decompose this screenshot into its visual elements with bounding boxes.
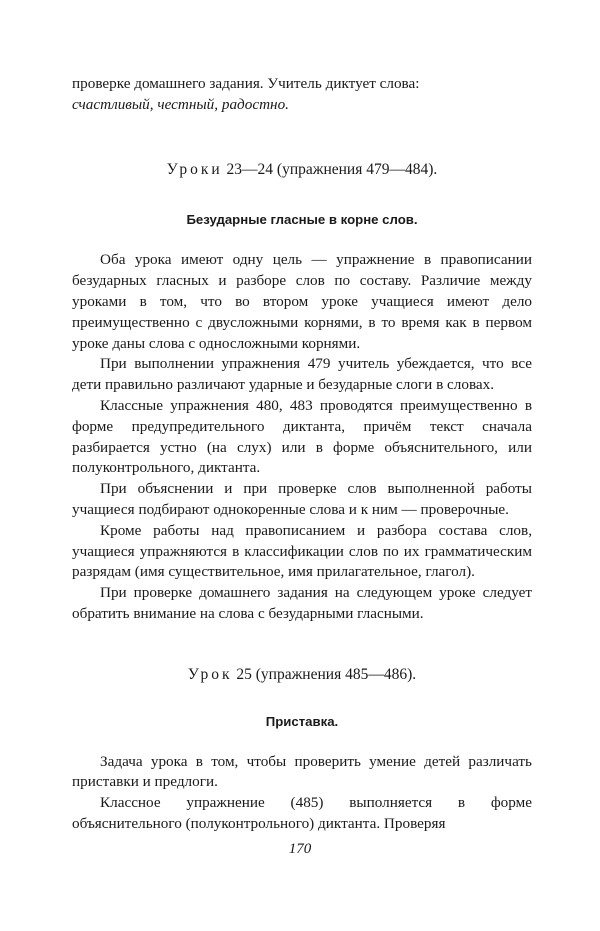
intro-line: проверке домашнего задания. Учитель диктует слова: xyxy=(72,75,420,92)
lesson-heading-word: Урок xyxy=(187,665,233,683)
paragraph: Задача урока в том, чтобы проверить умение детей различать приставки и предлоги. xyxy=(72,752,532,791)
paragraph: Классное упражнение (485) выполняется в форме объяснительного (полуконтрольного) диктанта. Проверяя xyxy=(72,794,532,832)
paragraph: При выполнении упражнения 479 учитель убеждается, что все дети правильно различают ударные и безударные слоги в словах. xyxy=(72,355,532,394)
lesson-heading-rest: 23—24 (упражнения 479—484). xyxy=(222,160,438,178)
lesson-heading-rest: 25 (упражнения 485—486). xyxy=(232,665,417,683)
paragraph: При объяснении и при проверке слов выполненной работы учащиеся подбирают однокоренные слова и к ним — проверочные. xyxy=(72,480,532,518)
paragraph: Классные упражнения 480, 483 проводятся преимущественно в форме предупредительного диктанта, причём текст сначала разбирается устно (на слух) или в форме объяснительного, или полуконтрольного, диктанта. xyxy=(72,396,532,477)
lesson-heading-25 xyxy=(72,665,532,686)
topic-heading-unstressed-vowels: Безударные гласные в корне слов. xyxy=(186,212,418,228)
lesson-heading-23-24 xyxy=(72,160,532,181)
page-number: 170 xyxy=(288,841,312,857)
paragraph: Кроме работы над правописанием и разбора состава слов, учащиеся упражняются в классификации слов по их грамматическим разрядам (имя существительное, имя прилагательное, глагол). xyxy=(72,521,532,581)
intro-text xyxy=(72,74,532,116)
paragraph: Оба урока имеют одну цель — упражнение в правописании безударных гласных и разборе слов по составу. Различие между уроками в том, что во втором уроке учащиеся имеют дело преимущественно с двусложными корнями, в то время как в первом уроке даны слова с односложными корнями. xyxy=(72,251,532,352)
lesson-heading-word: Уроки xyxy=(166,160,223,178)
page-body xyxy=(72,74,532,835)
intro-example-words: счастливый, честный, радостно. xyxy=(72,95,289,113)
paragraph: При проверке домашнего задания на следующем уроке следует обратить внимание на слова с безударными гласными. xyxy=(72,584,532,622)
section2-paragraphs xyxy=(72,752,532,835)
topic-heading-prefix: Приставка. xyxy=(265,713,339,729)
section1-paragraphs xyxy=(72,250,532,624)
